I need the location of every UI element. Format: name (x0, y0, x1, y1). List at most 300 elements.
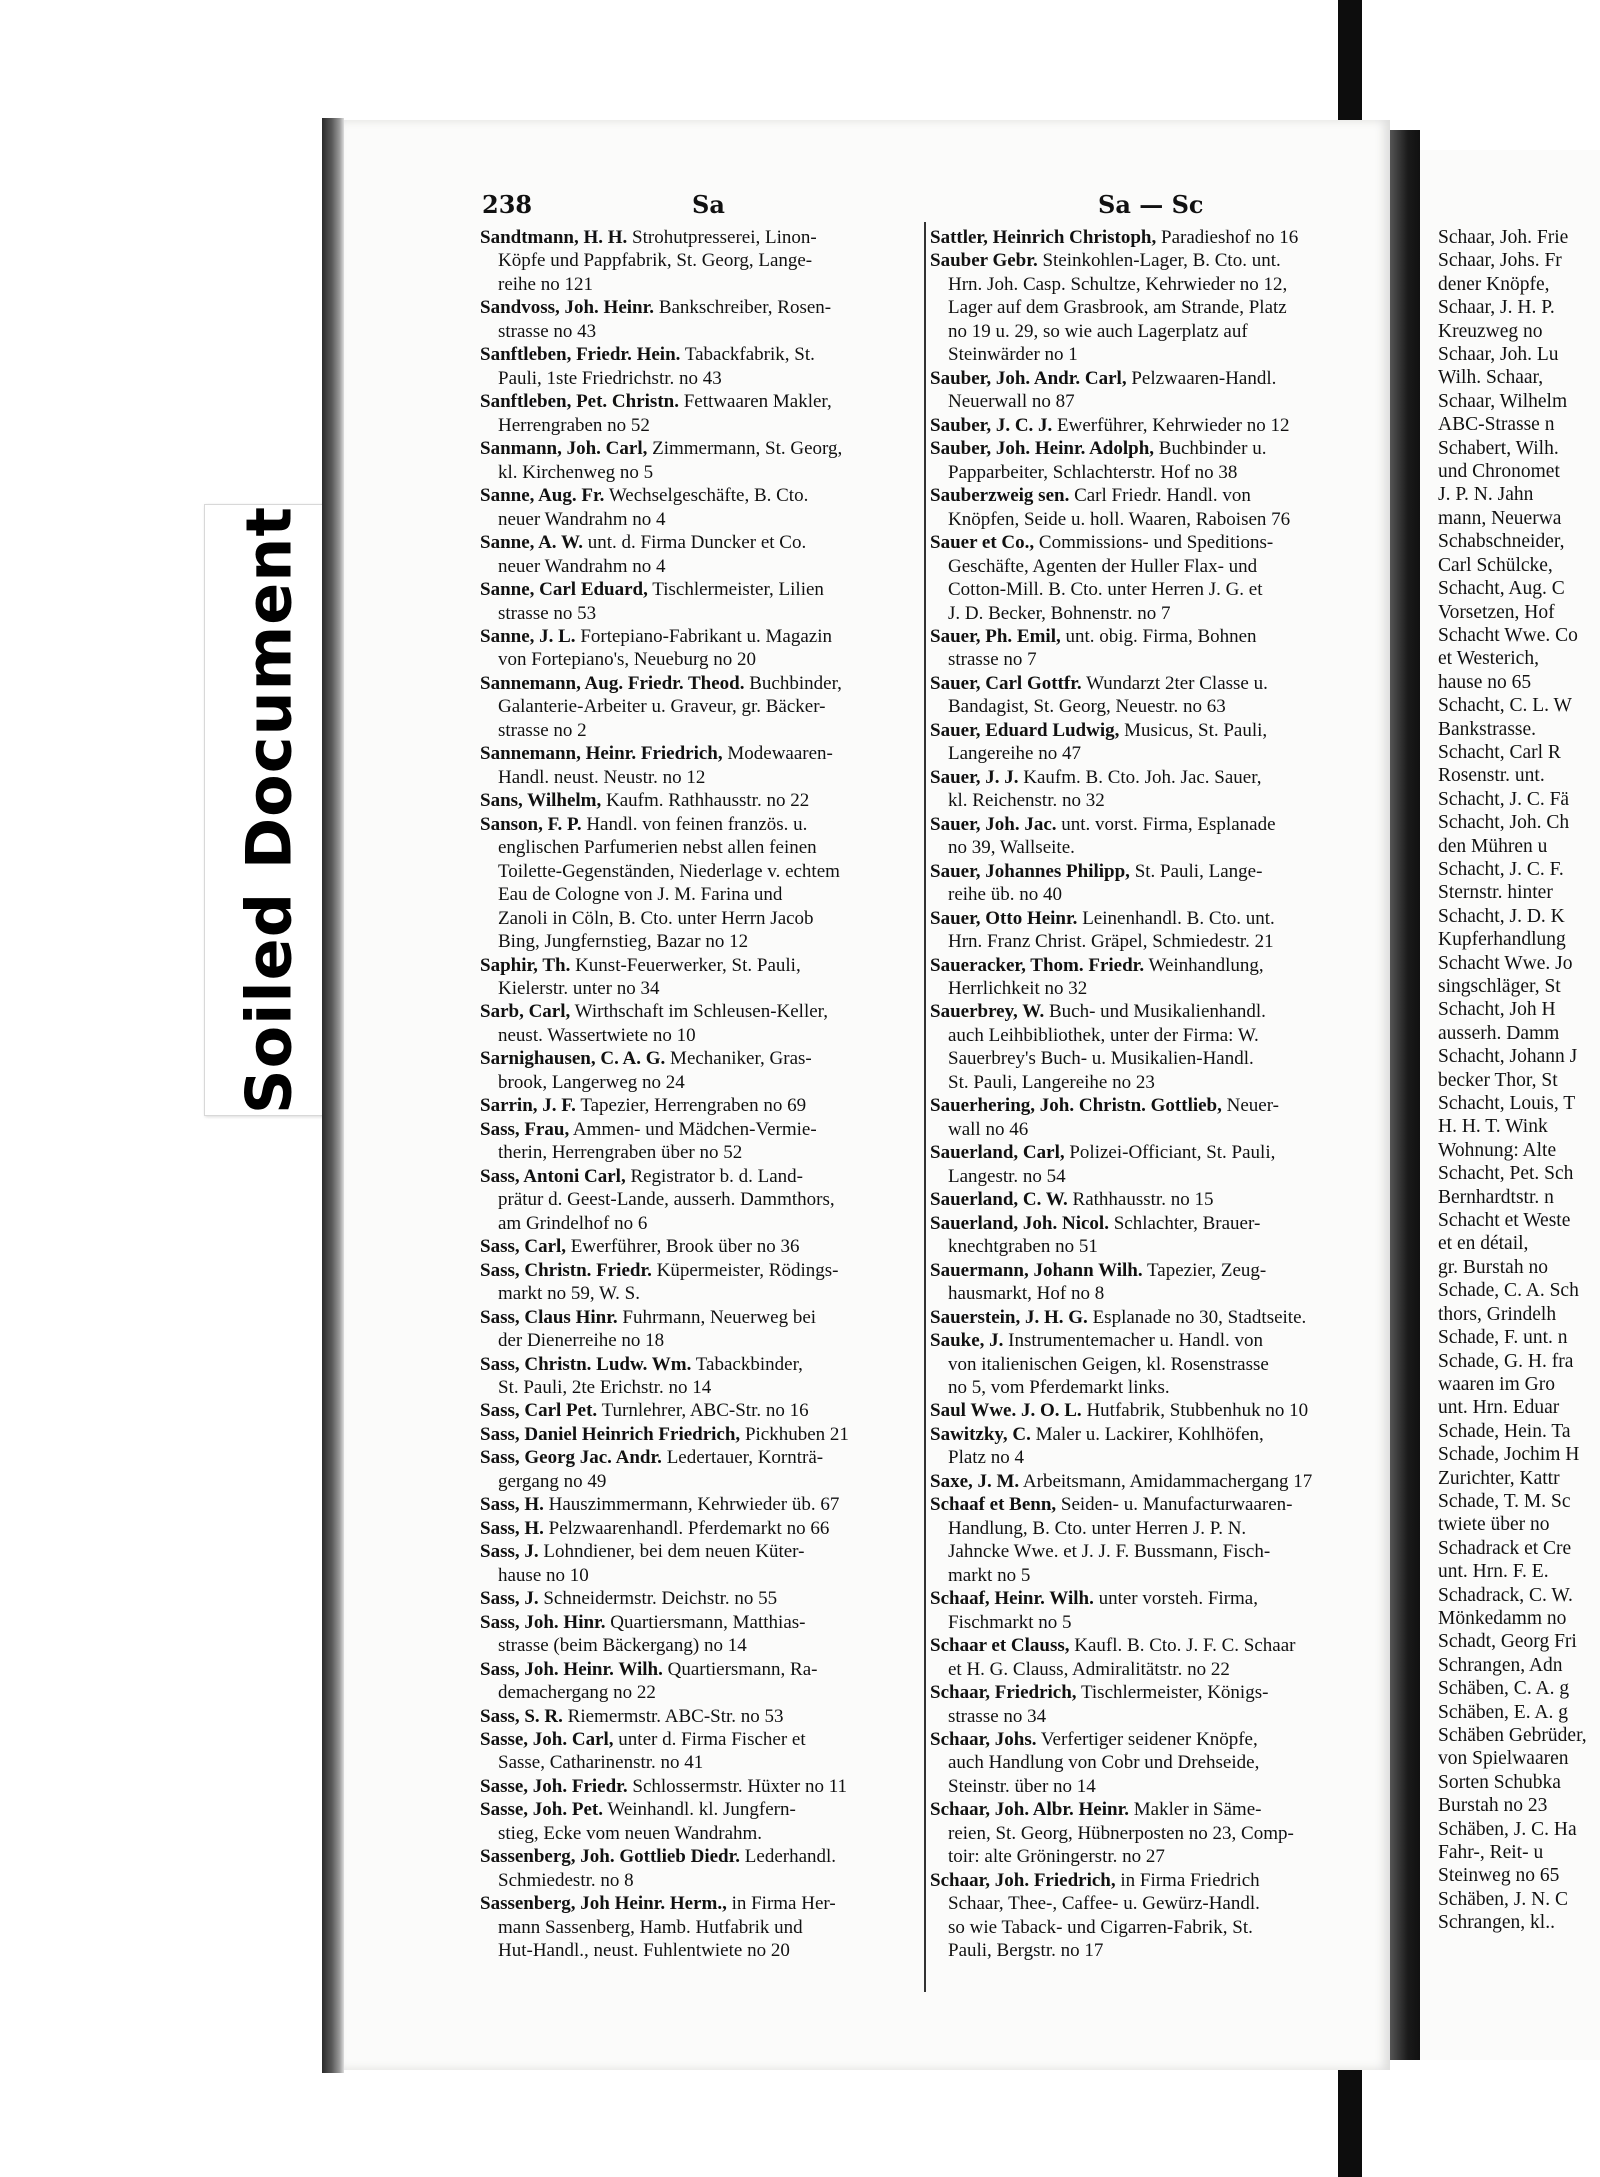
entry-continuation: auch Handlung von Cobr und Drehseide, (948, 1752, 1260, 1774)
entry-continuation: stieg, Ecke vom neuen Wandrahm. (498, 1822, 763, 1844)
entry-detail: Tabackfabrik, St. (684, 344, 815, 366)
entry-name: Sauerbrey, W. (930, 1001, 1045, 1023)
entry-detail: Pickhuben 21 (744, 1423, 849, 1445)
entry-continuation: strasse no 53 (498, 602, 597, 624)
entry-name: Sass, Joh. Heinr. Wilh. (480, 1658, 663, 1680)
entry-continuation: Geschäfte, Agenten der Huller Flax- und (948, 555, 1258, 577)
entry-continuation: Knöpfen, Seide u. holl. Waaren, Raboisen 76 (948, 508, 1291, 530)
entry-name: Sass, J. (480, 1541, 539, 1563)
entry-continuation: reien, St. Georg, Hübnerposten no 23, Comp- (948, 1822, 1294, 1844)
directory-entry (930, 1587, 1370, 1634)
entry-name: Sauerhering, Joh. Christn. Gottlieb, (930, 1095, 1222, 1117)
facing-page-line: ausserh. Damm (1438, 1022, 1560, 1044)
directory-entry (930, 1728, 1370, 1798)
entry-name: Schaar, Joh. Friedrich, (930, 1869, 1116, 1891)
directory-entry (480, 1165, 920, 1235)
entry-continuation: J. D. Becker, Bohnenstr. no 7 (948, 602, 1171, 624)
facing-page-line: Schacht, Carl R (1438, 741, 1561, 763)
entry-detail: in Firma Her- (731, 1893, 836, 1915)
directory-entry (930, 766, 1370, 813)
entry-continuation: no 5, vom Pferdemarkt links. (948, 1376, 1170, 1398)
entry-name: Schaar, Joh. Albr. Heinr. (930, 1799, 1130, 1821)
entry-continuation: von italienischen Geigen, kl. Rosenstrasse (948, 1353, 1269, 1375)
entry-continuation: Cotton-Mill. B. Cto. unter Herren J. G. et (948, 579, 1263, 601)
facing-page-line: Rosenstr. unt. (1438, 765, 1545, 787)
entry-continuation: so wie Taback- und Cigarren-Fabrik, St. (948, 1916, 1253, 1938)
entry-continuation: der Dienerreihe no 18 (498, 1330, 665, 1352)
facing-page-line: Schacht et Weste (1438, 1210, 1571, 1232)
entry-detail: unt. d. Firma Duncker et Co. (587, 532, 807, 554)
entry-continuation: knechtgraben no 51 (948, 1236, 1098, 1258)
directory-entry (480, 1094, 920, 1117)
entry-name: Sarrin, J. F. (480, 1095, 576, 1117)
facing-page-line: Schacht, C. L. W (1438, 695, 1572, 717)
entry-detail: Modewaaren- (727, 743, 833, 765)
facing-page-line: Schäben, J. N. C (1438, 1888, 1568, 1910)
entry-detail: Quartiersmann, Matthias- (610, 1611, 806, 1633)
facing-page-line: Bernhardtstr. n (1438, 1186, 1554, 1208)
entry-detail: Arbeitsmann, Amidammachergang 17 (1022, 1470, 1313, 1492)
entry-continuation: brook, Langerweg no 24 (498, 1071, 685, 1093)
facing-page-line: Schaar, J. H. P. (1438, 297, 1555, 319)
entry-name: Sandvoss, Joh. Heinr. (480, 297, 655, 319)
entry-continuation: Hut-Handl., neust. Fuhlentwiete no 20 (498, 1940, 790, 1962)
entry-continuation: englischen Parfumerien nebst allen feinen (498, 837, 817, 859)
entry-continuation: Handlung, B. Cto. unter Herren J. P. N. (948, 1517, 1247, 1539)
entry-continuation: toir: alte Gröningerstr. no 27 (948, 1846, 1165, 1868)
entry-continuation: no 19 u. 29, so wie auch Lagerplatz auf (948, 320, 1248, 342)
entry-name: Sass, Carl, (480, 1236, 567, 1258)
entry-name: Sauer, J. J. (930, 766, 1019, 788)
soiled-document-text: Soiled Document (232, 505, 306, 1115)
entry-continuation: strasse no 34 (948, 1705, 1047, 1727)
facing-page-line: et en détail, (1438, 1233, 1529, 1255)
facing-page-line: von Spielwaaren (1438, 1748, 1569, 1770)
facing-page-line: gr. Burstah no (1438, 1256, 1548, 1278)
directory-entry (930, 414, 1370, 437)
directory-column-left (480, 226, 920, 1963)
directory-entry (930, 672, 1370, 719)
entry-name: Sanne, A. W. (480, 532, 583, 554)
entry-name: Sannemann, Aug. Friedr. Theod. (480, 672, 745, 694)
directory-entry (930, 249, 1370, 366)
facing-page-line: Schäben Gebrüder, (1438, 1725, 1587, 1746)
facing-page-line: et Westerich, (1438, 648, 1539, 670)
facing-page-line: Schadrack, C. W. (1438, 1584, 1573, 1606)
facing-page-line: Schacht, Pet. Sch (1438, 1163, 1574, 1185)
facing-page-line: Schacht, Aug. C (1438, 578, 1565, 600)
entry-detail: Kunst-Feuerwerker, St. Pauli, (575, 954, 801, 976)
entry-continuation: et H. G. Clauss, Admiralitätstr. no 22 (948, 1658, 1230, 1680)
facing-page-line: Schaar, Johs. Fr (1438, 250, 1562, 272)
entry-name: Sauermann, Johann Wilh. (930, 1259, 1143, 1281)
directory-entry (480, 789, 920, 812)
facing-page-line: twiete über no (1438, 1514, 1550, 1536)
entry-detail: Ledertauer, Kornträ- (666, 1447, 824, 1469)
entry-detail: Weinhandl. kl. Jungfern- (607, 1799, 796, 1821)
directory-entry (480, 1798, 920, 1845)
entry-continuation: Schaar, Thee-, Caffee- u. Gewürz-Handl. (948, 1893, 1260, 1915)
entry-continuation: Sauerbrey's Buch- u. Musikalien-Handl. (948, 1048, 1254, 1070)
entry-continuation: Langereihe no 47 (948, 743, 1081, 765)
entry-continuation: kl. Kirchenweg no 5 (498, 461, 654, 483)
entry-continuation: Zanoli in Cöln, B. Cto. unter Herrn Jacob (498, 907, 814, 929)
entry-detail: Mechaniker, Gras- (670, 1048, 812, 1070)
entry-name: Sauerland, Joh. Nicol. (930, 1212, 1109, 1234)
entry-detail: Kaufm. Rathhausstr. no 22 (606, 790, 810, 812)
entry-name: Sass, Carl Pet. (480, 1400, 598, 1422)
entry-continuation: Handl. neust. Neustr. no 12 (498, 766, 706, 788)
facing-page-line: Schacht, J. D. K (1438, 905, 1565, 927)
entry-detail: Steinkohlen-Lager, B. Cto. unt. (1042, 250, 1281, 272)
directory-entry (930, 367, 1370, 414)
entry-detail: Seiden- u. Manufacturwaaren- (1060, 1494, 1293, 1516)
entry-continuation: Eau de Cologne von J. M. Farina und (498, 884, 783, 906)
entry-detail: Polizei-Officiant, St. Pauli, (1069, 1142, 1276, 1164)
entry-name: Sassenberg, Joh. Gottlieb Diedr. (480, 1846, 741, 1868)
entry-name: Sanftleben, Pet. Christn. (480, 391, 679, 413)
entry-continuation: neust. Wassertwiete no 10 (498, 1024, 696, 1046)
directory-entry (930, 907, 1370, 954)
facing-page-line: Schade, Jochim H (1438, 1444, 1580, 1466)
entry-continuation: wall no 46 (948, 1118, 1029, 1140)
entry-detail: Fortepiano-Fabrikant u. Magazin (580, 625, 832, 647)
entry-detail: Wundarzt 2ter Classe u. (1086, 672, 1268, 694)
entry-detail: Commissions- und Speditions- (1038, 532, 1274, 554)
entry-name: Schaar et Clauss, (930, 1635, 1070, 1657)
entry-name: Saueracker, Thom. Friedr. (930, 954, 1145, 976)
facing-page-line: becker Thor, St (1438, 1069, 1558, 1091)
entry-continuation: strasse no 2 (498, 719, 587, 741)
entry-detail: Hutfabrik, Stubbenhuk no 10 (1086, 1400, 1309, 1422)
directory-entry (930, 1399, 1370, 1422)
facing-page-line: Wohnung: Alte (1438, 1139, 1557, 1161)
entry-continuation: strasse (beim Bäckergang) no 14 (498, 1635, 747, 1657)
entry-detail: Kaufm. B. Cto. Joh. Jac. Sauer, (1023, 766, 1262, 788)
directory-entry (480, 1235, 920, 1258)
entry-detail: Neuer- (1226, 1095, 1279, 1117)
facing-page-line: unt. Hrn. Eduar (1438, 1397, 1560, 1419)
entry-detail: Tapezier, Zeug- (1147, 1259, 1267, 1281)
facing-page-line: ABC-Strasse n (1438, 414, 1555, 436)
entry-detail: Zimmermann, St. Georg, (652, 438, 843, 460)
entry-continuation: Platz no 4 (948, 1447, 1024, 1469)
directory-entry (930, 1493, 1370, 1587)
entry-detail: Lederhandl. (744, 1846, 837, 1868)
entry-detail: Kaufl. B. Cto. J. F. C. Schaar (1074, 1635, 1296, 1657)
directory-entry (480, 1399, 920, 1422)
entry-name: Sanson, F. P. (480, 813, 582, 835)
facing-page-line: Schrangen, Adn (1438, 1654, 1563, 1676)
entry-name: Sauber, Joh. Andr. Carl, (930, 367, 1127, 389)
facing-page-line: Schade, C. A. Sch (1438, 1280, 1579, 1302)
entry-name: Sauber Gebr. (930, 250, 1038, 272)
entry-continuation: Hrn. Franz Christ. Gräpel, Schmiedestr. 21 (948, 931, 1274, 953)
entry-name: Sass, J. (480, 1588, 539, 1610)
facing-page-line: Schaar, Joh. Frie (1438, 227, 1569, 248)
facing-page-line: singschläger, St (1438, 976, 1561, 997)
entry-name: Sauber, Joh. Heinr. Adolph, (930, 438, 1155, 460)
directory-entry (480, 1259, 920, 1306)
facing-page-line: hause no 65 (1438, 671, 1532, 693)
facing-page-line: Steinweg no 65 (1438, 1865, 1560, 1887)
entry-detail: Tischlermeister, Lilien (652, 579, 824, 601)
facing-page-line: Schacht Wwe. Co (1438, 624, 1578, 646)
directory-entry (930, 531, 1370, 625)
entry-continuation: Lager auf dem Grasbrook, am Strande, Platz (948, 297, 1287, 319)
entry-name: Sasse, Joh. Friedr. (480, 1775, 628, 1797)
entry-continuation: Hrn. Joh. Casp. Schultze, Kehrwieder no 12, (948, 273, 1288, 295)
facing-page-line: Schabschneider, (1438, 531, 1565, 553)
entry-detail: Bankschreiber, Rosen- (658, 297, 832, 319)
entry-continuation: hausmarkt, Hof no 8 (948, 1283, 1105, 1305)
entry-continuation: Bandagist, St. Georg, Neuestr. no 63 (948, 696, 1226, 718)
entry-detail: Buch- und Musikalienhandl. (1048, 1001, 1266, 1023)
entry-detail: Maler u. Lackirer, Kohlhöfen, (1035, 1423, 1264, 1445)
entry-detail: Turnlehrer, ABC-Str. no 16 (601, 1400, 809, 1422)
entry-continuation: demachergang no 22 (498, 1682, 656, 1704)
facing-page-line: Wilh. Schaar, (1438, 367, 1544, 389)
entry-name: Sass, Antoni Carl, (480, 1165, 626, 1187)
entry-name: Sass, H. (480, 1517, 544, 1539)
facing-page-line: Schäben, J. C. Ha (1438, 1818, 1577, 1840)
entry-detail: Handl. von feinen französ. u. (586, 813, 808, 835)
facing-page-line: Schade, F. unt. n (1438, 1327, 1568, 1349)
entry-name: Sattler, Heinrich Christoph, (930, 227, 1157, 248)
entry-continuation: Fischmarkt no 5 (948, 1611, 1072, 1633)
directory-entry (930, 1212, 1370, 1259)
entry-detail: Wirthschaft im Schleusen-Keller, (574, 1001, 828, 1023)
entry-detail: Tischlermeister, Königs- (1080, 1682, 1269, 1704)
facing-page-line: Vorsetzen, Hof (1438, 601, 1555, 623)
entry-name: Sauerland, C. W. (930, 1189, 1068, 1211)
entry-detail: Küpermeister, Rödings- (656, 1259, 839, 1281)
facing-page-line: Kreuzweg no (1438, 320, 1543, 342)
entry-name: Sauberzweig sen. (930, 485, 1070, 507)
directory-entry (480, 1611, 920, 1658)
directory-entry (480, 1587, 920, 1610)
facing-page-line: Schade, T. M. Sc (1438, 1490, 1571, 1512)
entry-name: Schaaf, Heinr. Wilh. (930, 1588, 1094, 1610)
directory-entry (480, 1892, 920, 1962)
directory-entry (480, 625, 920, 672)
entry-continuation: auch Leihbibliothek, unter der Firma: W. (948, 1024, 1259, 1046)
directory-entry (480, 672, 920, 742)
entry-name: Sanne, Carl Eduard, (480, 579, 648, 601)
directory-entry (480, 1728, 920, 1775)
entry-name: Sarnighausen, C. A. G. (480, 1048, 666, 1070)
directory-entry (930, 1470, 1370, 1493)
column-divider (924, 222, 926, 1992)
entry-continuation: strasse no 7 (948, 649, 1037, 671)
entry-detail: Schlossermstr. Hüxter no 11 (632, 1775, 847, 1797)
directory-entry (930, 1094, 1370, 1141)
entry-name: Sauerland, Carl, (930, 1142, 1065, 1164)
entry-continuation: Sasse, Catharinenstr. no 41 (498, 1752, 704, 1774)
entry-detail: Buchbinder, (749, 672, 842, 694)
facing-page-line: Schacht, Joh. Ch (1438, 812, 1570, 834)
facing-page-line: Schaar, Joh. Lu (1438, 344, 1559, 366)
entry-name: Sass, Georg Jac. Andr. (480, 1447, 662, 1469)
entry-detail: St. Pauli, Lange- (1134, 860, 1263, 882)
entry-continuation: Bing, Jungfernstieg, Bazar no 12 (498, 931, 749, 953)
directory-entry (930, 813, 1370, 860)
entry-detail: Rathhausstr. no 15 (1072, 1189, 1214, 1211)
facing-page-line: Schabert, Wilh. (1438, 437, 1559, 459)
entry-detail: Fettwaaren Makler, (683, 391, 832, 413)
facing-page-line: waaren im Gro (1438, 1373, 1555, 1395)
entry-detail: Pelzwaarenhandl. Pferdemarkt no 66 (548, 1517, 830, 1539)
entry-name: Sass, Claus Hinr. (480, 1306, 618, 1328)
entry-detail: Strohutpresserei, Linon- (632, 227, 817, 248)
directory-entry (480, 1353, 920, 1400)
directory-entry (930, 1259, 1370, 1306)
facing-page-line: mann, Neuerwa (1438, 507, 1562, 529)
entry-continuation: am Grindelhof no 6 (498, 1212, 648, 1234)
facing-page-line: Schacht, J. C. F. (1438, 858, 1564, 880)
entry-detail: unt. vorst. Firma, Esplanade (1061, 813, 1276, 835)
entry-name: Sauer, Eduard Ludwig, (930, 719, 1120, 741)
directory-entry (480, 1540, 920, 1587)
directory-entry (480, 578, 920, 625)
entry-continuation: Neuerwall no 87 (948, 391, 1075, 413)
entry-continuation: Steinstr. über no 14 (948, 1775, 1096, 1797)
entry-continuation: markt no 59, W. S. (498, 1283, 640, 1305)
directory-entry (480, 1493, 920, 1516)
page-number: 238 (482, 190, 533, 219)
directory-entry (480, 1845, 920, 1892)
running-head-left: Sa (692, 190, 725, 219)
directory-column-facing-page (1438, 226, 1600, 1935)
soiled-document-label (204, 504, 334, 1116)
entry-continuation: markt no 5 (948, 1564, 1031, 1586)
entry-detail: Wechselgeschäfte, B. Cto. (608, 485, 809, 507)
entry-name: Sanftleben, Friedr. Hein. (480, 344, 681, 366)
facing-page-line: Schade, G. H. fra (1438, 1350, 1574, 1372)
directory-entry (480, 1000, 920, 1047)
entry-name: Sanmann, Joh. Carl, (480, 438, 648, 460)
entry-name: Schaaf et Benn, (930, 1494, 1057, 1516)
facing-page-line: thors, Grindelh (1438, 1303, 1557, 1325)
directory-entry (930, 1000, 1370, 1094)
entry-detail: Schneidermstr. Deichstr. no 55 (543, 1588, 778, 1610)
entry-detail: Ammen- und Mädchen-Vermie- (572, 1118, 817, 1140)
directory-entry (930, 860, 1370, 907)
entry-name: Sans, Wilhelm, (480, 790, 602, 812)
entry-name: Sass, Daniel Heinrich Friedrich, (480, 1423, 741, 1445)
facing-page-line: H. H. T. Wink (1438, 1116, 1548, 1138)
entry-continuation: kl. Reichenstr. no 32 (948, 790, 1105, 812)
entry-continuation: St. Pauli, Langereihe no 23 (948, 1071, 1155, 1093)
entry-name: Sass, Frau, (480, 1118, 570, 1140)
directory-entry (480, 813, 920, 954)
entry-name: Sauerstein, J. H. G. (930, 1306, 1088, 1328)
facing-page-line: Zurichter, Kattr (1438, 1467, 1560, 1489)
entry-continuation: gergang no 49 (498, 1470, 607, 1492)
entry-continuation: Pauli, Bergstr. no 17 (948, 1940, 1104, 1962)
facing-page-line: und Chronomet (1438, 461, 1560, 483)
entry-continuation: St. Pauli, 2te Erichstr. no 14 (498, 1376, 712, 1398)
entry-continuation: prätur d. Geest-Lande, ausserh. Dammthors, (498, 1189, 835, 1211)
entry-continuation: neuer Wandrahm no 4 (498, 555, 666, 577)
facing-page-line: Schaar, Wilhelm (1438, 390, 1568, 412)
facing-page-line: Fahr-, Reit- u (1438, 1842, 1544, 1864)
entry-name: Sarb, Carl, (480, 1001, 571, 1023)
entry-name: Sauer, Otto Heinr. (930, 907, 1078, 929)
entry-continuation: mann Sassenberg, Hamb. Hutfabrik und (498, 1916, 803, 1938)
directory-entry (480, 1517, 920, 1540)
directory-entry (930, 1141, 1370, 1188)
entry-continuation: von Fortepiano's, Neueburg no 20 (498, 649, 756, 671)
directory-entry (480, 226, 920, 296)
entry-name: Sass, S. R. (480, 1705, 563, 1727)
facing-page-line: Burstah no 23 (1438, 1795, 1548, 1817)
entry-name: Sauer et Co., (930, 532, 1035, 554)
facing-page-line: Schacht, Johann J (1438, 1046, 1578, 1068)
entry-name: Sandtmann, H. H. (480, 227, 628, 248)
directory-entry (480, 390, 920, 437)
directory-entry (480, 1118, 920, 1165)
facing-page-line: Schacht, Louis, T (1438, 1093, 1576, 1115)
directory-entry (480, 343, 920, 390)
facing-page-line: Kupferhandlung (1438, 929, 1566, 951)
entry-continuation: hause no 10 (498, 1564, 589, 1586)
entry-name: Sawitzky, C. (930, 1423, 1031, 1445)
facing-page-line: Schade, Hein. Ta (1438, 1420, 1571, 1442)
facing-page-line: J. P. N. Jahn (1438, 484, 1534, 506)
entry-detail: Pelzwaaren-Handl. (1131, 367, 1277, 389)
book-spine-shadow (322, 118, 344, 2073)
facing-page-line: Schacht Wwe. Jo (1438, 952, 1573, 974)
facing-page-line: Schacht, Joh H (1438, 999, 1556, 1021)
entry-continuation: strasse no 43 (498, 320, 597, 342)
entry-detail: Tabackbinder, (695, 1353, 803, 1375)
entry-detail: Riemermstr. ABC-Str. no 53 (567, 1705, 784, 1727)
facing-page-line: Schäben, E. A. g (1438, 1701, 1568, 1723)
directory-entry (480, 742, 920, 789)
directory-entry (930, 437, 1370, 484)
entry-detail: Leinenhandl. B. Cto. unt. (1082, 907, 1275, 929)
page-gutter (1390, 130, 1420, 2060)
entry-detail: Paradieshof no 16 (1161, 227, 1299, 248)
directory-entry (930, 1306, 1370, 1329)
entry-detail: unter vorsteh. Firma, (1098, 1588, 1258, 1610)
directory-entry (480, 954, 920, 1001)
entry-name: Sauer, Johannes Philipp, (930, 860, 1130, 882)
entry-continuation: Köpfe und Pappfabrik, St. Georg, Lange- (498, 250, 813, 272)
entry-name: Sauber, J. C. J. (930, 414, 1053, 436)
directory-entry (930, 1188, 1370, 1211)
entry-name: Sass, Joh. Hinr. (480, 1611, 606, 1633)
entry-name: Sasse, Joh. Carl, (480, 1729, 614, 1750)
directory-entry (930, 1634, 1370, 1681)
entry-continuation: no 39, Wallseite. (948, 837, 1075, 859)
entry-name: Sanne, Aug. Fr. (480, 485, 605, 507)
directory-entry (480, 1306, 920, 1353)
directory-entry (930, 1798, 1370, 1868)
entry-continuation: Kielerstr. unter no 34 (498, 978, 660, 999)
entry-continuation: therin, Herrengraben über no 52 (498, 1142, 743, 1164)
entry-name: Sauer, Carl Gottfr. (930, 672, 1082, 694)
directory-entry (930, 226, 1370, 249)
entry-continuation: Pauli, 1ste Friedrichstr. no 43 (498, 367, 722, 389)
entry-detail: Registrator b. d. Land- (630, 1165, 803, 1187)
entry-name: Sassenberg, Joh Heinr. Herm., (480, 1893, 727, 1915)
directory-entry (480, 437, 920, 484)
entry-continuation: neuer Wandrahm no 4 (498, 508, 666, 530)
directory-entry (930, 484, 1370, 531)
entry-detail: Ewerführer, Kehrwieder no 12 (1057, 414, 1290, 436)
